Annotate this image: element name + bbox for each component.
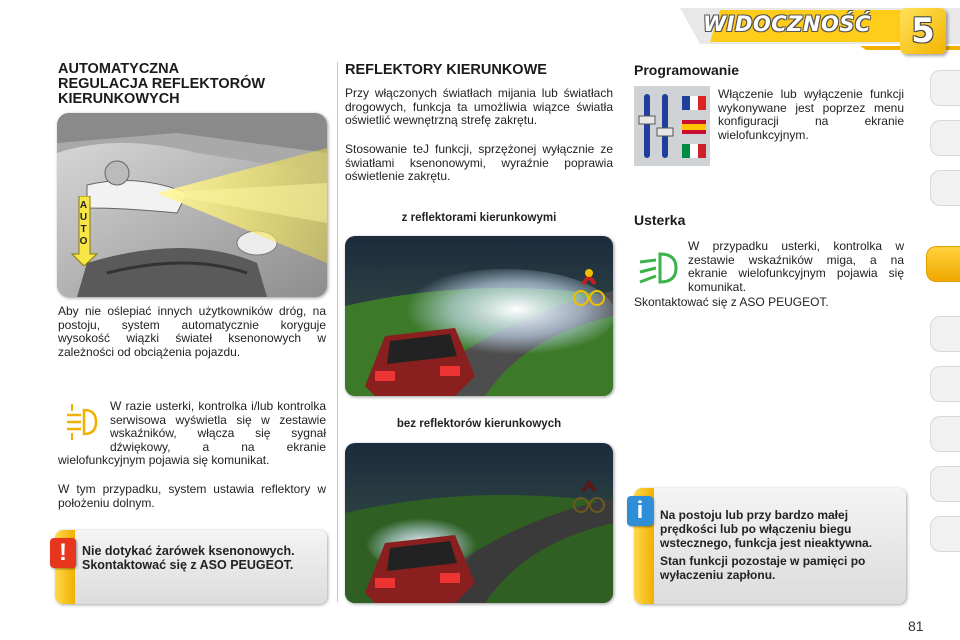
page-title: WIDOCZNOŚĆ bbox=[703, 12, 871, 36]
chapter-tab[interactable] bbox=[930, 466, 960, 502]
programming-title: Programowanie bbox=[634, 62, 740, 78]
warning-text: Nie dotykać żarówek ksenonowych. Skontaktować się z ASO PEUGEOT. bbox=[82, 544, 295, 572]
chapter-tab[interactable] bbox=[930, 70, 960, 106]
info-icon: i bbox=[627, 496, 653, 526]
chapter-badge bbox=[900, 8, 946, 54]
chapter-tab[interactable] bbox=[930, 416, 960, 452]
info-paragraph: Na postoju lub przy bardzo małej prędkości lub po włączeniu biegu wstecznego, funkcja jest nieaktywna. bbox=[660, 508, 873, 550]
chapter-tab[interactable] bbox=[930, 516, 960, 552]
menu-settings-icon bbox=[634, 86, 710, 166]
chapter-tab-active[interactable] bbox=[926, 246, 960, 282]
fault-text: W razie usterki, kontrolka i/lub kontrolka serwisowa wyświetla się w zestawie wskaźników, włącza się sygnał dźwiękowy, a na ekranie wielofunkcyjnym pojawia się komunikat. bbox=[58, 399, 326, 467]
chapter-tabs bbox=[926, 70, 960, 590]
directional-headlamp-icon bbox=[636, 250, 680, 286]
chapter-tab[interactable] bbox=[930, 316, 960, 352]
caption-without-directional: bez reflektorów kierunkowych bbox=[396, 418, 562, 430]
fault-block bbox=[58, 400, 326, 468]
night-road-with-directional bbox=[345, 236, 613, 396]
fault-title: Usterka bbox=[634, 212, 686, 228]
directional-p1: Przy włączonych światłach mijania lub światłach drogowych, funkcja ta umożliwia wiązce światła oświetlić wewnętrzną strefę zakrętu. bbox=[345, 86, 613, 127]
warning-icon: ! bbox=[50, 538, 76, 568]
title-line: KIERUNKOWYCH bbox=[58, 91, 180, 107]
night-road-without-directional bbox=[345, 443, 613, 603]
chapter-number: 5 bbox=[911, 11, 935, 51]
headlamp-level-warning-icon bbox=[62, 402, 100, 442]
chapter-tab[interactable] bbox=[930, 366, 960, 402]
title-line: REGULACJA REFLEKTORÓW bbox=[58, 76, 266, 92]
column-divider bbox=[337, 62, 338, 602]
chapter-tab[interactable] bbox=[930, 120, 960, 156]
chapter-tab[interactable] bbox=[930, 170, 960, 206]
usterka-text: W przypadku usterki, kontrolka w zestawie wskaźników miga, a na ekranie wielofunkcyjnym pojawia się komunikat. bbox=[688, 239, 904, 294]
programming-text: Włączenie lub wyłączenie funkcji wykonywane jest poprzez menu konfiguracji na ekranie wielofunkcyjnym. bbox=[718, 87, 904, 142]
section-title-auto-leveling bbox=[58, 62, 328, 107]
transport-text: W tym przypadku, system ustawia reflektory w położeniu dolnym. bbox=[58, 482, 326, 510]
contact-text: Skontaktować się z ASO PEUGEOT. bbox=[634, 295, 829, 309]
section-title-directional: REFLEKTORY KIERUNKOWE bbox=[345, 62, 547, 78]
page-number: 81 bbox=[908, 618, 924, 634]
directional-p2: Stosowanie teJ funkcji, sprzężonej wyłącznie ze światłami ksenonowymi, wyraźnie poprawia oświetlenie zakrętu. bbox=[345, 142, 613, 183]
title-line: AUTOMATYCZNA bbox=[58, 61, 180, 77]
info-paragraph: Stan funkcji pozostaje w pamięci po wyłaczeniu zapłonu. bbox=[660, 554, 866, 582]
auto-leveling-intro: Aby nie oślepiać innych użytkowników dróg, na postoju, system automatycznie koryguje wysokość wiązki świateł ksenonowych w zależności od obciążenia pojazdu. bbox=[58, 304, 326, 359]
auto-label: AUTO bbox=[78, 200, 89, 248]
caption-with-directional: z reflektorami kierunkowymi bbox=[401, 212, 557, 224]
info-text bbox=[660, 508, 900, 582]
